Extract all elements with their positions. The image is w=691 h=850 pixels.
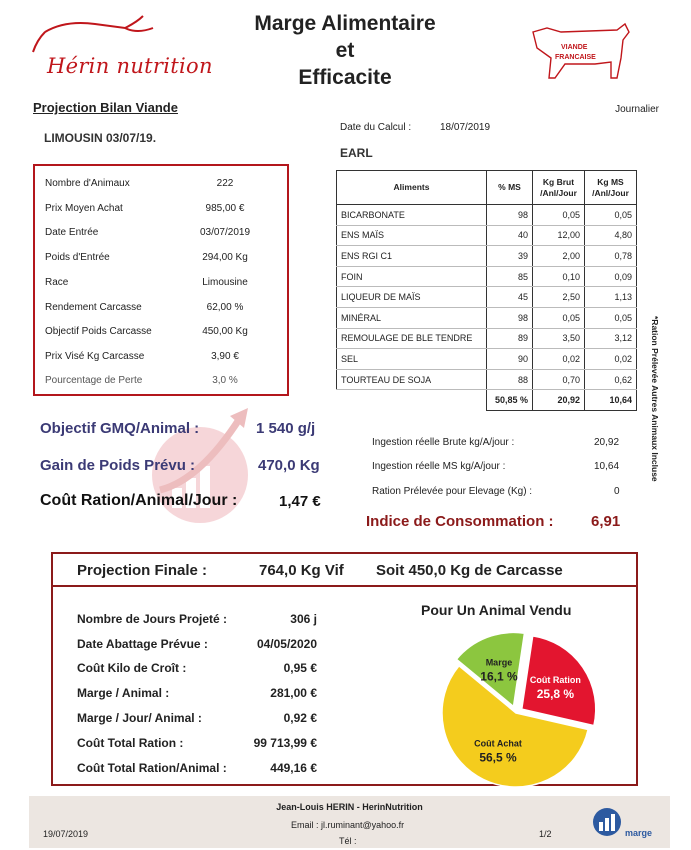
footer-page: 1/2 [539, 829, 552, 839]
pie-slice-label: Marge [485, 657, 513, 668]
table-row: MINÉRAL 98 0,05 0,05 [337, 307, 637, 328]
gmq-label: Objectif GMQ/Animal : [40, 420, 200, 437]
badge-line-1: VIANDE [561, 44, 588, 51]
badge-line-2: FRANCAISE [555, 54, 596, 61]
footer-name: Jean-Louis HERIN - HerinNutrition [276, 802, 423, 812]
cout-ration-value: 1,47 € [279, 493, 321, 510]
info-row: Prix Moyen Achat 985,00 € [45, 203, 245, 214]
table-header-row [337, 171, 637, 205]
final-vif: 764,0 Kg Vif [259, 562, 344, 579]
footer-email: Email : jl.ruminant@yahoo.fr [291, 820, 405, 830]
food-table [336, 170, 637, 411]
indice-label: Indice de Consommation : [366, 513, 554, 530]
pie-slice-label: Coût Achat [474, 738, 522, 749]
brand-logo-icon [591, 806, 623, 838]
ration-prelevee-label: Ration Prélevée pour Elevage (Kg) : [372, 486, 533, 497]
info-row: Rendement Carcasse 62,00 % [45, 302, 244, 313]
final-row: Marge / Jour/ Animal : 0,92 € [77, 711, 317, 725]
final-row: Nombre de Jours Projeté : 306 j [77, 612, 317, 626]
indice-value: 6,91 [591, 513, 621, 530]
table-total-row: 50,85 % 20,92 10,64 [337, 390, 637, 411]
table-row: ENS MAÏS 40 12,00 4,80 [337, 225, 637, 246]
herin-logo [25, 10, 225, 85]
gmq-value: 1 540 g/j [256, 420, 316, 437]
table-row: REMOULAGE DE BLE TENDRE 89 3,50 3,12 [337, 328, 637, 349]
footer-tel: Tél : [339, 836, 357, 846]
frequency-label: Journalier [615, 104, 659, 115]
pie-slice-value: 56,5 % [479, 750, 517, 765]
info-row: Prix Visé Kg Carcasse 3,90 € [45, 351, 239, 362]
table-row: LIQUEUR DE MAÏS 45 2,50 1,13 [337, 287, 637, 308]
table-row: TOURTEAU DE SOJA 88 0,70 0,62 [337, 369, 637, 390]
animal-info-box [33, 164, 289, 396]
col-ms: % MS [487, 171, 533, 205]
info-row: Date Entrée 03/07/2019 [45, 227, 251, 238]
cow-icon [525, 18, 635, 88]
info-row: Race Limousine [45, 277, 248, 288]
cout-ration-label: Coût Ration/Animal/Jour : [40, 492, 238, 509]
final-row: Date Abattage Prévue : 04/05/2020 [77, 637, 317, 651]
final-row: Marge / Animal : 281,00 € [77, 686, 317, 700]
side-note: *Ration Prélevée Autres Animaux Incluse [650, 316, 660, 482]
title-line-3: Efficacite [298, 66, 392, 89]
footer-date: 19/07/2019 [43, 829, 89, 839]
final-projection-header [53, 554, 636, 587]
ingestion-ms-label: Ingestion réelle MS kg/A/jour : [372, 461, 506, 472]
table-row: ENS RGI C1 39 2,00 0,78 [337, 246, 637, 267]
info-row: Poids d'Entrée 294,00 Kg [45, 252, 248, 263]
calc-date-label: Date du Calcul : [340, 122, 412, 133]
gain-label: Gain de Poids Prévu : [40, 457, 196, 474]
info-row: Pourcentage de Perte 3,0 % [45, 375, 238, 386]
col-kg-ms: Kg MS /Anl/Jour [585, 171, 637, 205]
ingestion-brute-label: Ingestion réelle Brute kg/A/jour : [372, 437, 515, 448]
footer-brand: marge [625, 828, 653, 838]
logo-text: Hérin nutrition [47, 54, 213, 78]
footer [29, 796, 670, 848]
final-label: Projection Finale : [77, 562, 208, 579]
pie-slice-value: 16,1 % [480, 669, 518, 684]
final-carcasse: Soit 450,0 Kg de Carcasse [376, 562, 563, 579]
pie-chart [418, 618, 608, 788]
info-row: Nombre d'Animaux 222 [45, 178, 234, 189]
section-title: Projection Bilan Viande [33, 100, 178, 115]
title-line-1: Marge Alimentaire [254, 12, 436, 35]
final-row: Coût Kilo de Croît : 0,95 € [77, 661, 317, 675]
pie-slice-label: Coût Ration [529, 675, 581, 686]
ingestion-brute-value: 20,92 [594, 437, 620, 448]
ration-prelevee-value: 0 [614, 486, 620, 497]
gain-value: 470,0 Kg [258, 457, 320, 474]
pie-title: Pour Un Animal Vendu [421, 602, 572, 618]
calc-date-value: 18/07/2019 [440, 122, 491, 133]
final-row: Coût Total Ration : 99 713,99 € [77, 736, 317, 750]
col-kg-brut: Kg Brut /Anl/Jour [533, 171, 585, 205]
viande-francaise-badge [525, 18, 635, 88]
title-line-2: et [335, 39, 355, 62]
pie-slice-value: 25,8 % [536, 687, 575, 702]
info-row: Objectif Poids Carcasse 450,00 Kg [45, 326, 248, 337]
ingestion-ms-value: 10,64 [594, 461, 620, 472]
table-row: FOIN 85 0,10 0,09 [337, 266, 637, 287]
final-row: Coût Total Ration/Animal : 449,16 € [77, 761, 317, 775]
farm-name: EARL [340, 146, 373, 160]
table-row: BICARBONATE 98 0,05 0,05 [337, 205, 637, 226]
page-title [200, 10, 490, 91]
final-projection-box [51, 552, 638, 786]
table-row: SEL 90 0,02 0,02 [337, 349, 637, 370]
col-aliments: Aliments [337, 171, 487, 205]
lot-name: LIMOUSIN 03/07/19. [44, 131, 157, 145]
